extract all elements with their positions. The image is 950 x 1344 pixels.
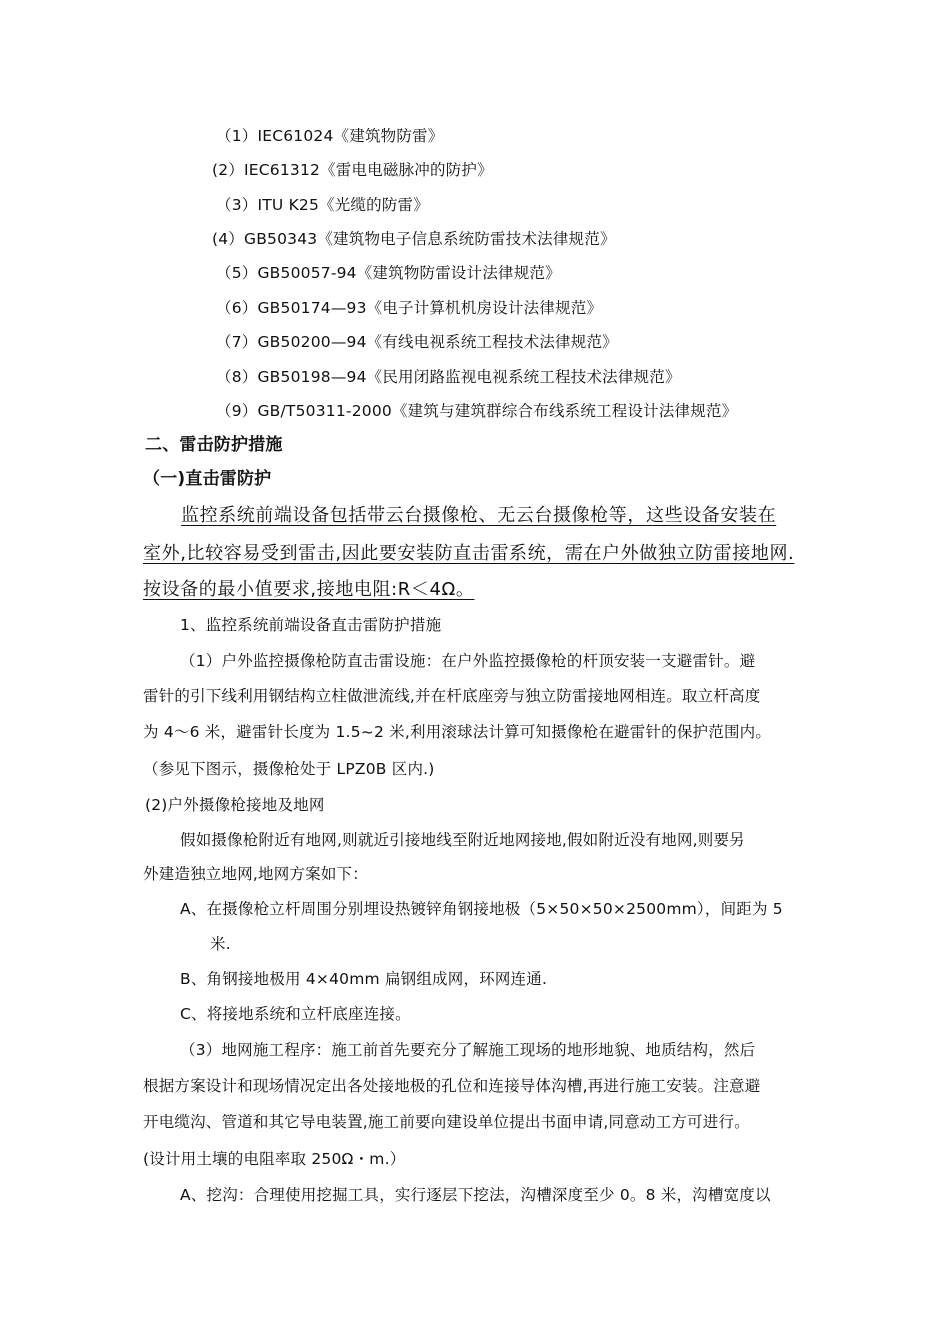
reference-item: （8）GB50198—94《民用闭路监视电视系统工程技术法律规范》 xyxy=(216,368,681,386)
section-title: 二、雷击防护措施 xyxy=(145,435,283,455)
paragraph-line: 假如摄像枪附近有地网,则就近引接地线至附近地网接地,假如附近没有地网,则要另 xyxy=(180,831,745,849)
reference-item: (4）GB50343《建筑物电子信息系统防雷技术法律规范》 xyxy=(212,230,616,248)
item-heading: 1、监控系统前端设备直击雷防护措施 xyxy=(180,616,442,634)
list-item: A、在摄像枪立杆周围分别埋设热镀锌角钢接地极（5×50×50×2500mm），间距为 5 xyxy=(180,900,783,918)
reference-item: （1）IEC61024《建筑物防雷》 xyxy=(216,127,444,145)
paragraph-line: A、挖沟：合理使用挖掘工具，实行逐层下挖法，沟槽深度至少 0。8 米，沟槽宽度以 xyxy=(180,1186,771,1204)
reference-item: （3）ITU K25《光缆的防雷》 xyxy=(216,196,429,214)
paragraph-line: （1）户外监控摄像枪防直击雷设施：在户外监控摄像枪的杆顶安装一支避雷针。避 xyxy=(180,652,756,670)
paragraph-line: 外建造独立地网,地网方案如下： xyxy=(143,865,368,883)
reference-item: (2）IEC61312《雷电电磁脉冲的防护》 xyxy=(212,161,493,179)
paragraph-line: （3）地网施工程序：施工前首先要充分了解施工现场的地形地貌、地质结构，然后 xyxy=(180,1041,756,1059)
paragraph-line: 雷针的引下线利用钢结构立柱做泄流线,并在杆底座旁与独立防雷接地网相连。取立杆高度 xyxy=(143,687,761,705)
reference-item: （5）GB50057-94《建筑物防雷设计法律规范》 xyxy=(216,264,561,282)
paragraph-line: （参见下图示，摄像枪处于 LPZ0B 区内.) xyxy=(143,760,435,778)
list-item: B、角钢接地极用 4×40mm 扁钢组成网，环网连通. xyxy=(180,970,548,988)
paragraph-line: 开电缆沟、管道和其它导电装置,施工前要向建设单位提出书面申请,同意动工方可进行。 xyxy=(143,1113,750,1131)
paragraph-line: (设计用土壤的电阻率取 250Ω・m.） xyxy=(143,1150,406,1168)
intro-line: 室外,比较容易受到雷击,因此要安装防直击雷系统，需在户外做独立防雷接地网. xyxy=(143,543,795,564)
intro-line: 监控系统前端设备包括带云台摄像枪、无云台摄像枪等，这些设备安装在 xyxy=(181,505,777,526)
list-item-continuation: 米. xyxy=(210,935,231,953)
list-item: C、将接地系统和立杆底座连接。 xyxy=(180,1005,411,1023)
subsection-title: （一)直击雷防护 xyxy=(143,469,272,489)
item-heading: (2)户外摄像枪接地及地网 xyxy=(145,796,325,814)
reference-item: （9）GB/T50311-2000《建筑与建筑群综合布线系统工程设计法律规范》 xyxy=(216,402,738,420)
reference-item: （7）GB50200—94《有线电视系统工程技术法律规范》 xyxy=(216,333,618,351)
intro-line: 按设备的最小值要求,接地电阻:R＜4Ω。 xyxy=(143,579,475,600)
paragraph-line: 根据方案设计和现场情况定出各处接地极的孔位和连接导体沟槽,再进行施工安装。注意避 xyxy=(143,1077,761,1095)
paragraph-line: 为 4～6 米，避雷针长度为 1.5~2 米,利用滚球法计算可知摄像枪在避雷针的保护范围内。 xyxy=(143,723,772,741)
reference-item: （6）GB50174—93《电子计算机机房设计法律规范》 xyxy=(216,299,603,317)
